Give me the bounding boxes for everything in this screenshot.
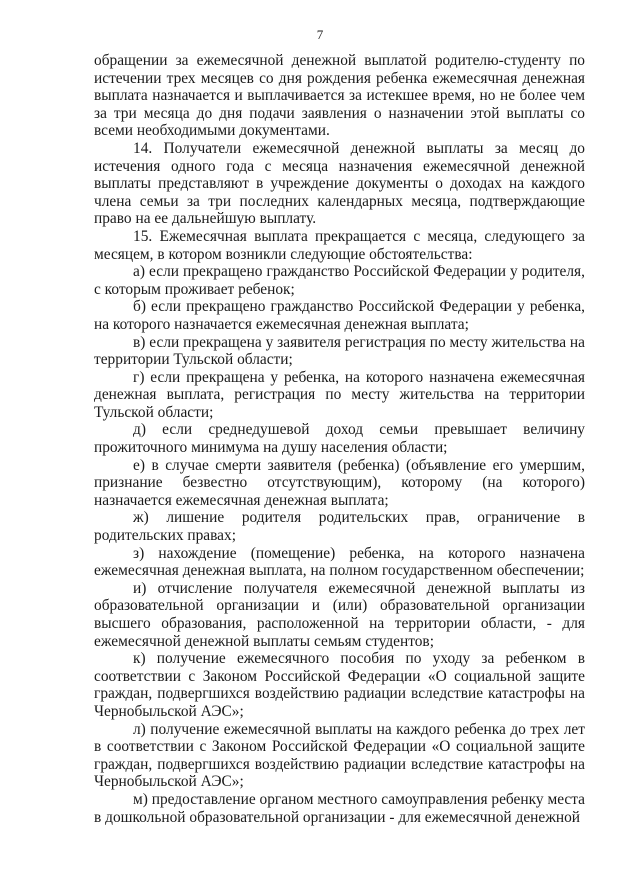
paragraph: и) отчисление получателя ежемесячной денежной выплаты из образовательной организации и (или) образовательной организации высшего образования, расположенной на территории области, - для ежемесячной денежной выплаты семьям студентов; — [94, 579, 585, 650]
paragraph: а) если прекращено гражданство Российской Федерации у родителя, с которым проживает ребенок; — [94, 263, 585, 298]
paragraph: б) если прекращено гражданство Российской Федерации у ребенка, на которого назначается ежемесячная денежная выплата; — [94, 298, 585, 333]
paragraph: м) предоставление органом местного самоуправления ребенку места в дошкольной образовательной организации - для ежемесячной денежной — [94, 790, 585, 826]
document-body — [94, 52, 585, 826]
paragraph: 15. Ежемесячная выплата прекращается с месяца, следующего за месяцем, в котором возникли следующие обстоятельства: — [94, 227, 585, 263]
paragraph: ж) лишение родителя родительских прав, ограничение в родительских правах; — [94, 509, 585, 545]
paragraph: к) получение ежемесячного пособия по уходу за ребенком в соответствии с Законом Российской Федерации «О социальной защите граждан, подвергшихся воздействию радиации вследствие катастрофы на Чернобыльской АЭС»; — [94, 650, 585, 720]
page-number: 7 — [316, 27, 324, 42]
paragraph: л) получение ежемесячной выплаты на каждого ребенка до трех лет в соответствии с Законом Российской Федерации «О социальной защите граждан, подвергшихся воздействию радиации вследствие катастрофы на Чернобыльской АЭС»; — [94, 720, 585, 791]
paragraph: е) в случае смерти заявителя (ребенка) (объявление его умершим, признание безвестно отсутствующим), которому (на которого) назначается ежемесячная денежная выплата; — [94, 456, 585, 509]
paragraph: г) если прекращена у ребенка, на которого назначена ежемесячная денежная выплата, регистрация по месту жительства на территории Тульской области; — [94, 368, 585, 421]
paragraph: 14. Получатели ежемесячной денежной выплаты за месяц до истечения одного года с месяца назначения ежемесячной денежной выплаты представляют в учреждение документы о доходах на каждого члена семьи за три последних календарных месяца, подтверждающие право на ее дальнейшую выплату. — [94, 139, 585, 228]
paragraph: д) если среднедушевой доход семьи превышает величину прожиточного минимума на душу населения области; — [94, 421, 585, 457]
paragraph: в) если прекращена у заявителя регистрация по месту жительства на территории Тульской области; — [94, 333, 585, 369]
paragraph: з) нахождение (помещение) ребенка, на которого назначена ежемесячная денежная выплата, на полном государственном обеспечении; — [94, 544, 585, 580]
paragraph: обращении за ежемесячной денежной выплатой родителю-студенту по истечении трех месяцев со дня рождения ребенка ежемесячная денежная выплата назначается и выплачивается за истекшее время, но не более чем за три месяца до дня подачи заявления о назначении этой выплаты со всеми необходимыми документами. — [94, 52, 585, 140]
